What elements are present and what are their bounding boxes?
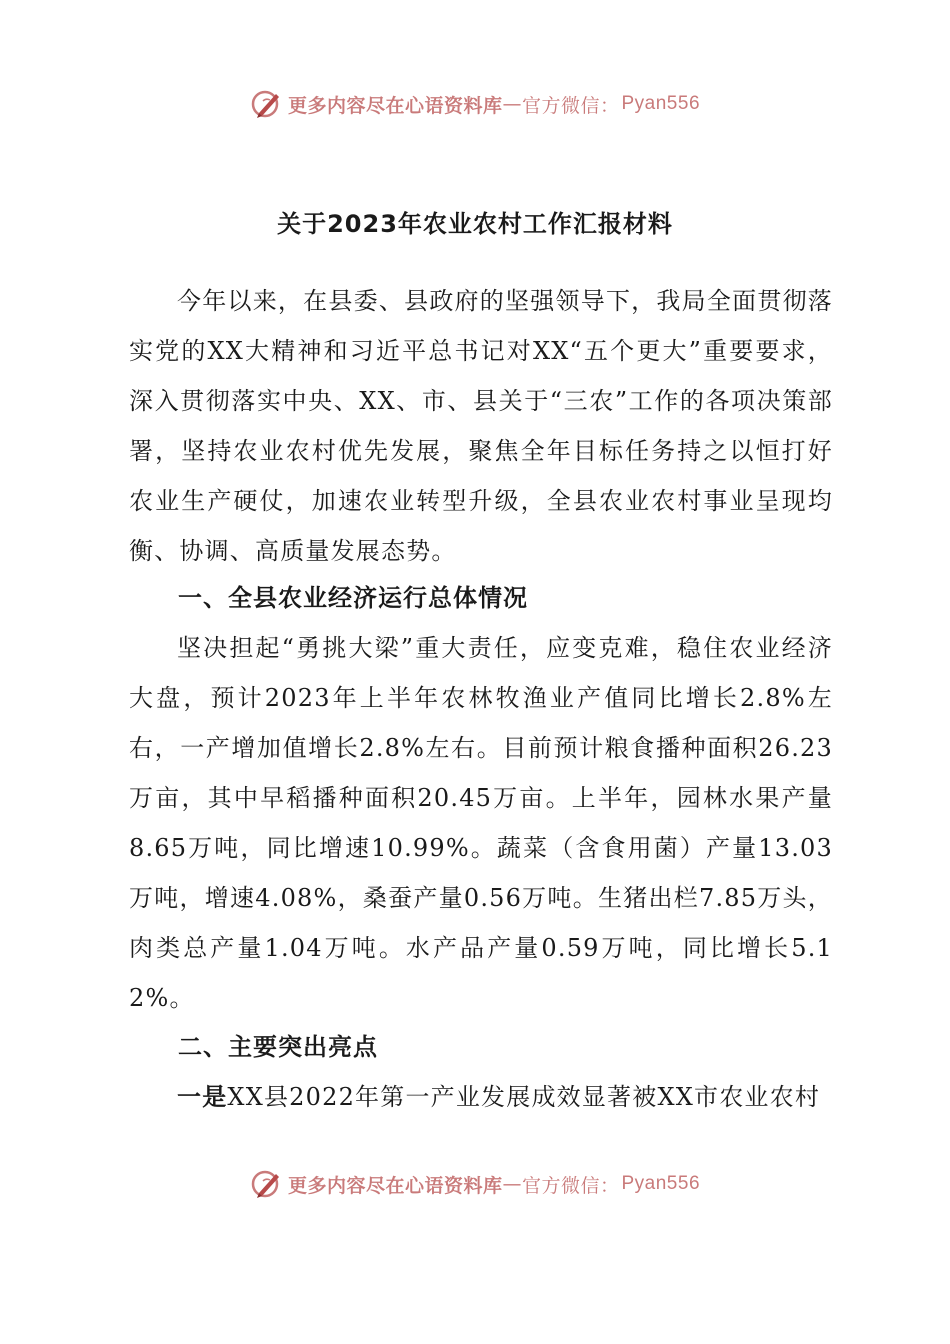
section-2-paragraph — [129, 1072, 833, 1122]
section-2-lead: 一是 — [177, 1083, 228, 1111]
document-title: 关于2023年农业农村工作汇报材料 — [277, 210, 673, 238]
pen-logo-icon — [250, 87, 284, 121]
intro-paragraph: 今年以来，在县委、县政府的坚强领导下，我局全面贯彻落实党的XX大精神和习近平总书记对XX“五个更大”重要要求，深入贯彻落实中央、XX、市、县关于“三农”工作的各项决策部署，坚持农业农村优先发展，聚焦全年目标任务持之以恒打好农业生产硬仗，加速农业转型升级，全县农业农村事业呈现均衡、协调、高质量发展态势。 — [129, 287, 833, 565]
watermark-dash: — — [502, 93, 522, 115]
watermark-main-text: 更多内容尽在心语资料库 — [287, 94, 503, 117]
section-1-paragraph: 坚决担起“勇挑大梁”重大责任，应变克难，稳住农业经济大盘，预计2023年上半年农林牧渔业产值同比增长2.8%左右，一产增加值增长2.8%左右。目前预计粮食播种面积26.23万亩，其中早稻播种面积20.45万亩。上半年，园林水果产量8.65万吨，同比增速10.99%。蔬菜（含食用菌）产量13.03万吨，增速4.08%，桑蚕产量0.56万吨。生猪出栏7.85万头，肉类总产量1.04万吨。水产品产量0.59万吨，同比增长5.12%。 — [129, 634, 833, 1012]
section-2-heading: 二、主要突出亮点 — [178, 1033, 378, 1061]
watermark-dash: — — [502, 1173, 522, 1195]
watermark-footer — [0, 1164, 950, 1204]
watermark-header — [0, 84, 950, 124]
watermark-main-text: 更多内容尽在心语资料库 — [287, 1174, 503, 1197]
pen-logo-icon — [250, 1167, 284, 1201]
watermark-label: 官方微信： — [521, 1174, 620, 1197]
watermark-account: Pyan556 — [621, 1173, 701, 1194]
section-1-heading: 一、全县农业经济运行总体情况 — [178, 584, 528, 612]
watermark-label: 官方微信： — [521, 94, 620, 117]
section-2-body: XX县2022年第一产业发展成效显著被XX市农业农村 — [227, 1083, 821, 1111]
watermark-account: Pyan556 — [621, 93, 701, 114]
